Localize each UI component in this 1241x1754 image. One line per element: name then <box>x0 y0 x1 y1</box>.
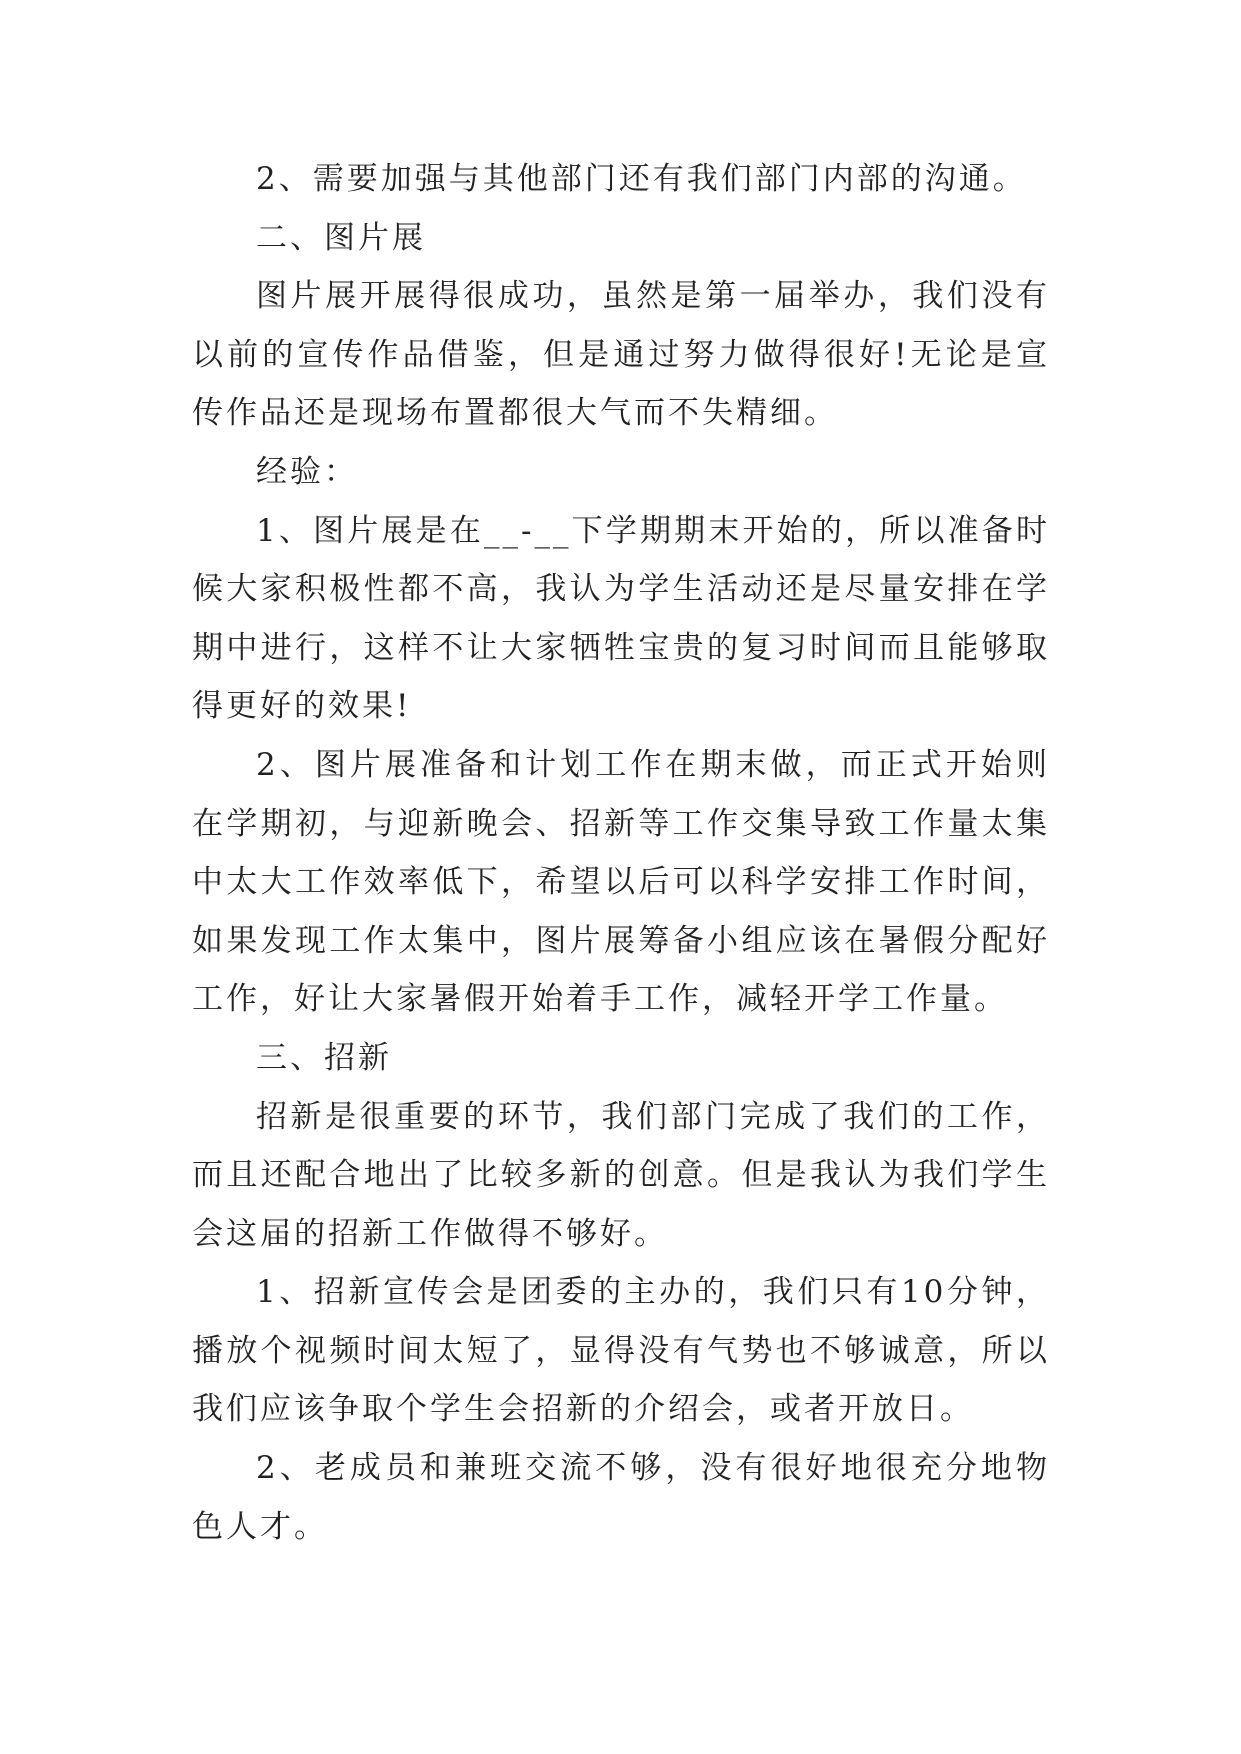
section-heading-recruitment: 三、招新 <box>256 1039 392 1076</box>
paragraph-experience-2: 2、图片展准备和计划工作在期末做，而正式开始则在学期初，与迎新晚会、招新等工作交集导致工作量太集中太大工作效率低下，希望以后可以科学安排工作时间，如果发现工作太集中，图片展筹备小组应该在暑假分配好工作，好让大家暑假开始着手工作，减轻开学工作量。 <box>192 746 1050 1018</box>
document-body <box>192 150 1050 1556</box>
paragraph-experience-1: 1、图片展是在__-__下学期期末开始的，所以准备时候大家积极性都不高，我认为学生活动还是尽量安排在学期中进行，这样不让大家牺牲宝贵的复习时间而且能够取得更好的效果! <box>192 512 1050 725</box>
paragraph-recruitment-1: 1、招新宣传会是团委的主办的，我们只有10分钟，播放个视频时间太短了，显得没有气势也不够诚意，所以我们应该争取个学生会招新的介绍会，或者开放日。 <box>192 1274 1050 1428</box>
paragraph-recruitment-summary: 招新是很重要的环节，我们部门完成了我们的工作，而且还配合地出了比较多新的创意。但是我认为我们学生会这届的招新工作做得不够好。 <box>192 1098 1050 1252</box>
subheading-experience: 经验： <box>256 453 358 490</box>
section-heading-photo-exhibition: 二、图片展 <box>256 219 426 256</box>
paragraph-exhibition-summary: 图片展开展得很成功，虽然是第一届举办，我们没有以前的宣传作品借鉴，但是通过努力做得很好!无论是宣传作品还是现场布置都很大气而不失精细。 <box>192 278 1050 432</box>
paragraph-recruitment-2: 2、老成员和兼班交流不够，没有很好地很充分地物色人才。 <box>192 1450 1050 1545</box>
paragraph-communication: 2、需要加强与其他部门还有我们部门内部的沟通。 <box>256 161 1027 197</box>
